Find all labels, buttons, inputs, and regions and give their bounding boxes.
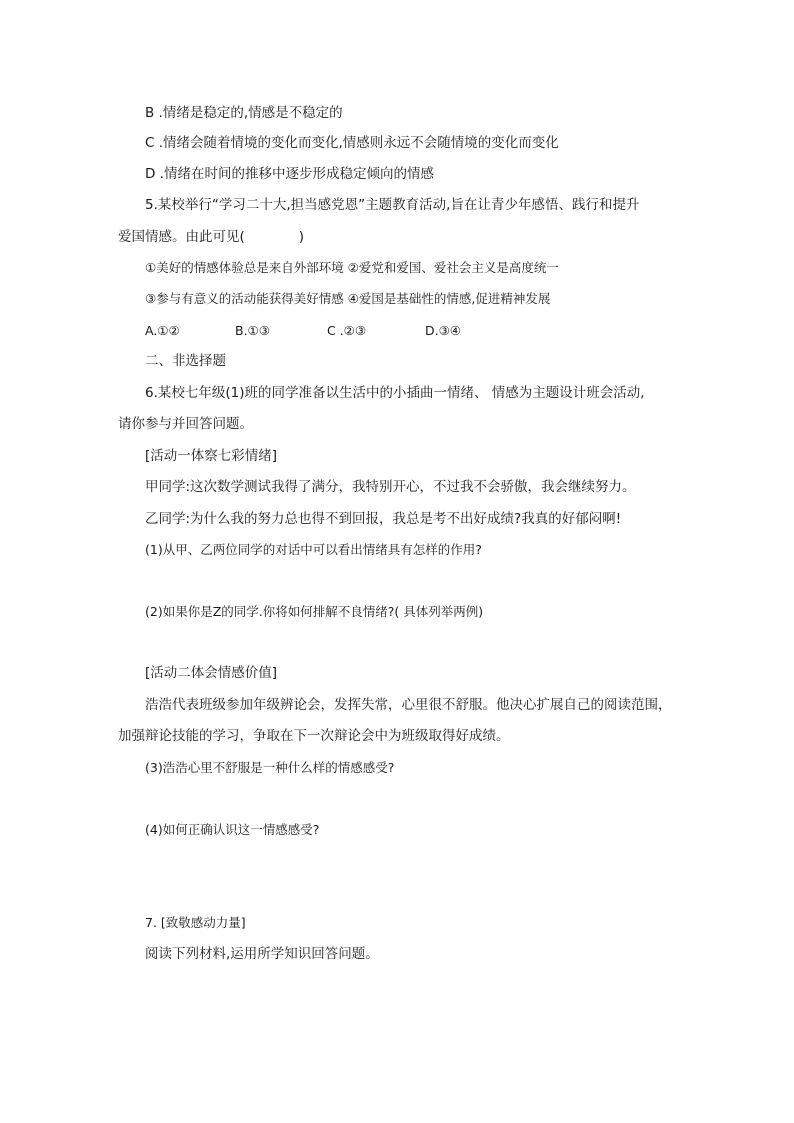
activity-1-title: [活动一体察七彩情绪] <box>145 448 278 464</box>
question-5-stem: 5.某校举行“学习二十大,担当感党恩”主题教育活动,旨在让青少年感悟、践行和提升 <box>145 197 640 213</box>
question-6-stem-cont: 请你参与并回答问题。 <box>118 416 253 432</box>
student-a-dialogue: 甲同学:这次数学测试我得了满分，我特别开心，不过我不会骄傲，我会继续努力。 <box>145 479 636 495</box>
question-7-title: 7. [致敬感动力量] <box>145 915 246 930</box>
activity-2-title: [活动二体会情感价值] <box>145 665 278 681</box>
q5-option-c: C .②③ <box>327 323 367 338</box>
section-heading: 二、非选择题 <box>145 353 226 369</box>
option-b: B .情绪是稳定的,情感是不稳定的 <box>145 105 343 121</box>
question-7-intro: 阅读下列材料,运用所学知识回答问题。 <box>145 946 379 962</box>
q5-option-a: A.①② <box>145 323 180 338</box>
q5-option-b: B.①③ <box>235 323 270 338</box>
question-6-3: (3)浩浩心里不舒服是一种什么样的情感感受? <box>145 760 395 775</box>
question-5-stem-cont: 爱国情感。由此可见( ) <box>118 229 305 245</box>
option-d: D .情绪在时间的推移中逐步形成稳定倾向的情感 <box>145 166 434 182</box>
haohao-material-2: 加强辩论技能的学习，争取在下一次辩论会中为班级取得好成绩。 <box>118 728 510 744</box>
question-6-2: (2)如果你是Z的同学.你将如何排解不良情绪?( 具体列举两例) <box>145 604 484 619</box>
question-6-4: (4)如何正确认识这一情感感受? <box>145 822 320 837</box>
q5-option-d: D.③④ <box>425 323 462 338</box>
question-5-options <box>145 322 461 340</box>
question-6-stem: 6.某校七年级(1)班的同学准备以生活中的小插曲一情绪、 情感为主题设计班会活动, <box>145 385 645 401</box>
haohao-material-1: 浩浩代表班级参加年级辨论会，发挥失常，心里很不舒服。他决心扩展自己的阅读范围， <box>145 697 672 713</box>
question-5-item-1: ①美好的情感体验总是来自外部环境 ②爱党和爱国、爱社会主义是高度统一 <box>145 260 559 275</box>
student-b-dialogue: 乙同学:为什么我的努力总也得不到回报，我总是考不出好成绩?我真的好郁闷啊! <box>145 511 622 527</box>
question-5-item-2: ③参与有意义的活动能获得美好情感 ④爱国是基础性的情感,促进精神发展 <box>145 291 551 306</box>
question-6-1: (1)从甲、乙两位同学的对话中可以看出情绪具有怎样的作用? <box>145 542 482 557</box>
option-c: C .情绪会随着情境的变化而变化,情感则永远不会随情境的变化而变化 <box>145 135 559 151</box>
